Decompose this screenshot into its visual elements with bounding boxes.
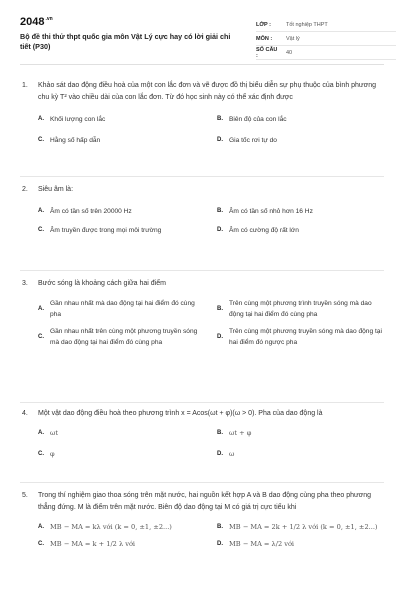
option-a[interactable] <box>38 206 205 217</box>
question-divider <box>20 270 384 271</box>
question-number: 5. <box>22 492 28 499</box>
option-text: Gần nhau nhất mà dao động tại hai điểm đó cùng pha <box>50 300 195 318</box>
option-text: ωt + φ <box>229 429 252 437</box>
question-1 <box>22 80 384 146</box>
option-letter: D. <box>217 333 223 340</box>
header <box>20 12 384 60</box>
option-text: Khối lượng con lắc <box>50 116 106 123</box>
question-text: Khảo sát dao động điều hoà của một con lắc đơn và vẽ được đồ thị biểu diễn sự phụ thuộc của bình phương chu kỳ T² vào chiều dài của con lắc đơn. Từ đó học sinh này có thể xác định được <box>38 82 376 101</box>
option-text: φ <box>50 450 55 458</box>
option-text: Gia tốc rơi tự do <box>229 137 277 144</box>
meta-value: Tốt nghiệp THPT <box>286 21 328 28</box>
option-c[interactable] <box>38 225 205 236</box>
option-letter: C. <box>38 137 44 143</box>
option-letter: D. <box>217 541 223 547</box>
option-text: Âm truyền được trong mọi môi trường <box>50 227 162 234</box>
question-divider <box>20 402 384 403</box>
option-text: Trên cùng một phương trình truyền sóng mà dao động tại hai điểm đó cùng pha <box>229 300 372 318</box>
question-text: Bước sóng là khoảng cách giữa hai điểm <box>38 280 166 287</box>
option-d[interactable] <box>217 539 384 550</box>
question-number: 2. <box>22 186 28 193</box>
option-text: Hằng số hấp dẫn <box>50 137 101 144</box>
meta-value: Vật lý <box>286 35 300 42</box>
option-a[interactable] <box>38 522 205 533</box>
option-list <box>38 298 384 348</box>
option-letter: C. <box>38 333 44 340</box>
question-text: Một vật dao động điều hoà theo phương trình x = Acos(ωt + φ)(ω > 0). Pha của dao động là <box>38 410 323 417</box>
option-text: MB − MA = 2k + 1/2 λ với (k = 0, ±1, ±2...) <box>229 523 378 531</box>
option-letter: A. <box>38 430 44 436</box>
option-d[interactable] <box>217 225 384 236</box>
option-letter: A. <box>38 116 44 122</box>
meta-key: LỚP : <box>256 21 271 28</box>
question-number: 3. <box>22 280 28 287</box>
option-d[interactable] <box>217 449 384 460</box>
option-d[interactable] <box>217 135 384 146</box>
option-text: ωt <box>50 429 59 437</box>
meta-key: SỐ CÂU : <box>256 46 278 59</box>
option-letter: A. <box>38 524 44 530</box>
question-text: Siêu âm là: <box>38 186 74 193</box>
option-text: Gần nhau nhất trên cùng một phương truyền sóng mà dao động tại hai điểm đó cùng pha <box>50 328 198 346</box>
option-letter: D. <box>217 137 223 143</box>
option-list <box>38 522 384 550</box>
option-text: Trên cùng một phương truyền sóng mà dao động tại hai điểm đó ngược pha <box>229 328 382 346</box>
page-title: Bộ đề thi thử thpt quốc gia môn Vật Lý cực hay có lời giải chi tiết (P30) <box>20 32 231 51</box>
option-b[interactable] <box>217 298 384 320</box>
meta-row-count <box>256 46 396 60</box>
option-text: Âm có cường độ rất lớn <box>229 227 299 234</box>
option-a[interactable] <box>38 114 205 125</box>
question-5 <box>22 490 384 550</box>
option-text: MB − MA = k + 1/2 λ với <box>50 540 136 548</box>
option-b[interactable] <box>217 206 384 217</box>
option-b[interactable] <box>217 522 384 533</box>
question-4 <box>22 408 384 460</box>
option-letter: A. <box>38 208 44 214</box>
option-c[interactable] <box>38 539 205 550</box>
exam-meta <box>256 18 396 60</box>
meta-row-class <box>256 18 396 32</box>
question-divider <box>20 176 384 177</box>
meta-row-subject <box>256 32 396 46</box>
question-divider <box>20 482 384 483</box>
option-a[interactable] <box>38 298 205 320</box>
option-letter: B. <box>217 430 223 436</box>
option-letter: C. <box>38 541 44 547</box>
brand-logo[interactable] <box>20 16 53 28</box>
option-letter: B. <box>217 116 223 122</box>
option-text: Âm có tần số nhỏ hơn 16 Hz <box>229 208 313 215</box>
option-letter: A. <box>38 305 44 312</box>
meta-key: MÔN : <box>256 35 273 42</box>
option-letter: D. <box>217 451 223 457</box>
question-number: 4. <box>22 410 28 417</box>
option-text: ω <box>229 450 235 458</box>
option-c[interactable] <box>38 135 205 146</box>
logo-text: 2048 <box>20 16 45 28</box>
option-text: Biên độ của con lắc <box>229 116 287 123</box>
question-3 <box>22 278 384 348</box>
option-text: Âm có tần số trên 20000 Hz <box>50 208 132 215</box>
option-text: MB − MA = kλ với (k = 0, ±1, ±2...) <box>50 523 172 531</box>
option-a[interactable] <box>38 428 205 439</box>
option-letter: B. <box>217 208 223 214</box>
option-d[interactable] <box>217 326 384 348</box>
option-letter: B. <box>217 305 223 312</box>
option-list <box>38 114 384 146</box>
option-b[interactable] <box>217 428 384 439</box>
meta-value: 40 <box>286 49 293 56</box>
option-b[interactable] <box>217 114 384 125</box>
option-list <box>38 428 384 460</box>
option-letter: C. <box>38 227 44 233</box>
option-list <box>38 206 384 236</box>
question-2 <box>22 184 384 236</box>
logo-suffix: .vn <box>45 16 53 23</box>
question-number: 1. <box>22 82 28 89</box>
option-c[interactable] <box>38 449 205 460</box>
question-text: Trong thí nghiệm giao thoa sóng trên mặt nước, hai nguồn kết hợp A và B dao động cùng pha theo phương thẳng đứng. M là điểm trên mặt nước. Biên độ dao động tại M có giá trị cực tiểu khi <box>38 492 372 511</box>
option-letter: D. <box>217 227 223 233</box>
option-c[interactable] <box>38 326 205 348</box>
header-divider <box>20 64 384 65</box>
option-letter: C. <box>38 451 44 457</box>
option-text: MB − MA = λ/2 với <box>229 540 295 548</box>
option-letter: B. <box>217 524 223 530</box>
